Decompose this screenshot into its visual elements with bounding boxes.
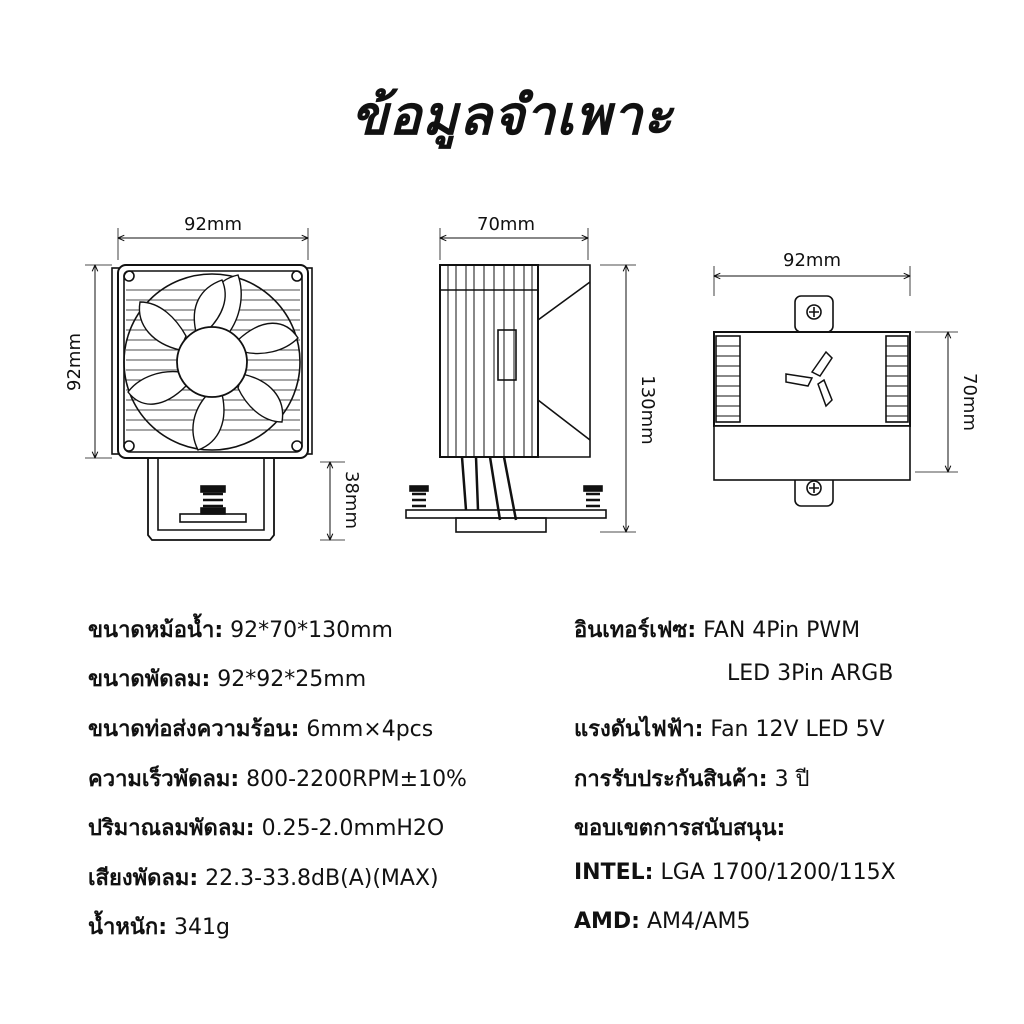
spec-value: 800-2200RPM±10% <box>239 767 467 792</box>
spec-value: 92*92*25mm <box>210 667 367 692</box>
spec-weight <box>88 909 230 944</box>
spec-label: ขนาดหม้อน้ำ: <box>88 618 224 643</box>
front-width-label: 92mm <box>184 214 242 235</box>
spec-voltage <box>574 711 885 746</box>
spec-fan-size <box>88 661 366 696</box>
spec-label: น้ำหนัก: <box>88 915 168 940</box>
spec-intel-socket <box>574 860 896 885</box>
spec-value: LGA 1700/1200/115X <box>653 860 896 885</box>
spec-value: 22.3-33.8dB(A)(MAX) <box>198 866 439 891</box>
spec-value: LED 3Pin ARGB <box>727 661 894 686</box>
spec-label: ขนาดท่อส่งความร้อน: <box>88 717 300 742</box>
spec-support-scope <box>574 810 785 845</box>
spec-amd-socket <box>574 909 750 934</box>
spec-air-pressure <box>88 810 444 845</box>
spec-label: แรงดันไฟฟ้า: <box>574 717 704 742</box>
spec-value: FAN 4Pin PWM <box>696 618 861 643</box>
spec-value: 92*70*130mm <box>223 618 393 643</box>
spec-value: 0.25-2.0mmH2O <box>254 816 445 841</box>
base-height-label: 38mm <box>341 471 362 529</box>
top-width-label: 92mm <box>783 250 841 271</box>
spec-label: ขนาดพัดลม: <box>88 667 211 692</box>
top-view <box>714 266 958 506</box>
page-title: ข้อมูลจำเพาะ <box>350 84 674 147</box>
spec-value: 3 ปี <box>767 767 810 792</box>
spec-radiator-size <box>88 612 393 647</box>
spec-value: Fan 12V LED 5V <box>703 717 885 742</box>
top-depth-label: 70mm <box>959 373 980 431</box>
side-depth-label: 70mm <box>477 214 535 235</box>
front-height-label: 92mm <box>64 333 85 391</box>
spec-label: ปริมาณลมพัดลม: <box>88 816 255 841</box>
spec-label: INTEL: <box>574 860 654 885</box>
spec-interface <box>574 612 860 647</box>
front-view <box>85 228 345 540</box>
spec-value: 6mm×4pcs <box>299 717 434 742</box>
spec-label: ขอบเขตการสนับสนุน: <box>574 816 786 841</box>
total-height-label: 130mm <box>637 375 658 445</box>
spec-fan-speed <box>88 761 467 796</box>
spec-label: ความเร็วพัดลม: <box>88 767 240 792</box>
spec-value: 341g <box>167 915 231 940</box>
side-view <box>406 228 636 532</box>
spec-label: อินเทอร์เฟซ: <box>574 618 697 643</box>
spec-value: AM4/AM5 <box>639 909 751 934</box>
spec-label: AMD: <box>574 909 640 934</box>
spec-warranty <box>574 761 810 796</box>
spec-fan-noise <box>88 860 439 895</box>
spec-label: เสียงพัดลม: <box>88 866 199 891</box>
spec-interface-led <box>727 661 893 686</box>
spec-heatpipe-size <box>88 711 433 746</box>
spec-label: การรับประกันสินค้า: <box>574 767 768 792</box>
